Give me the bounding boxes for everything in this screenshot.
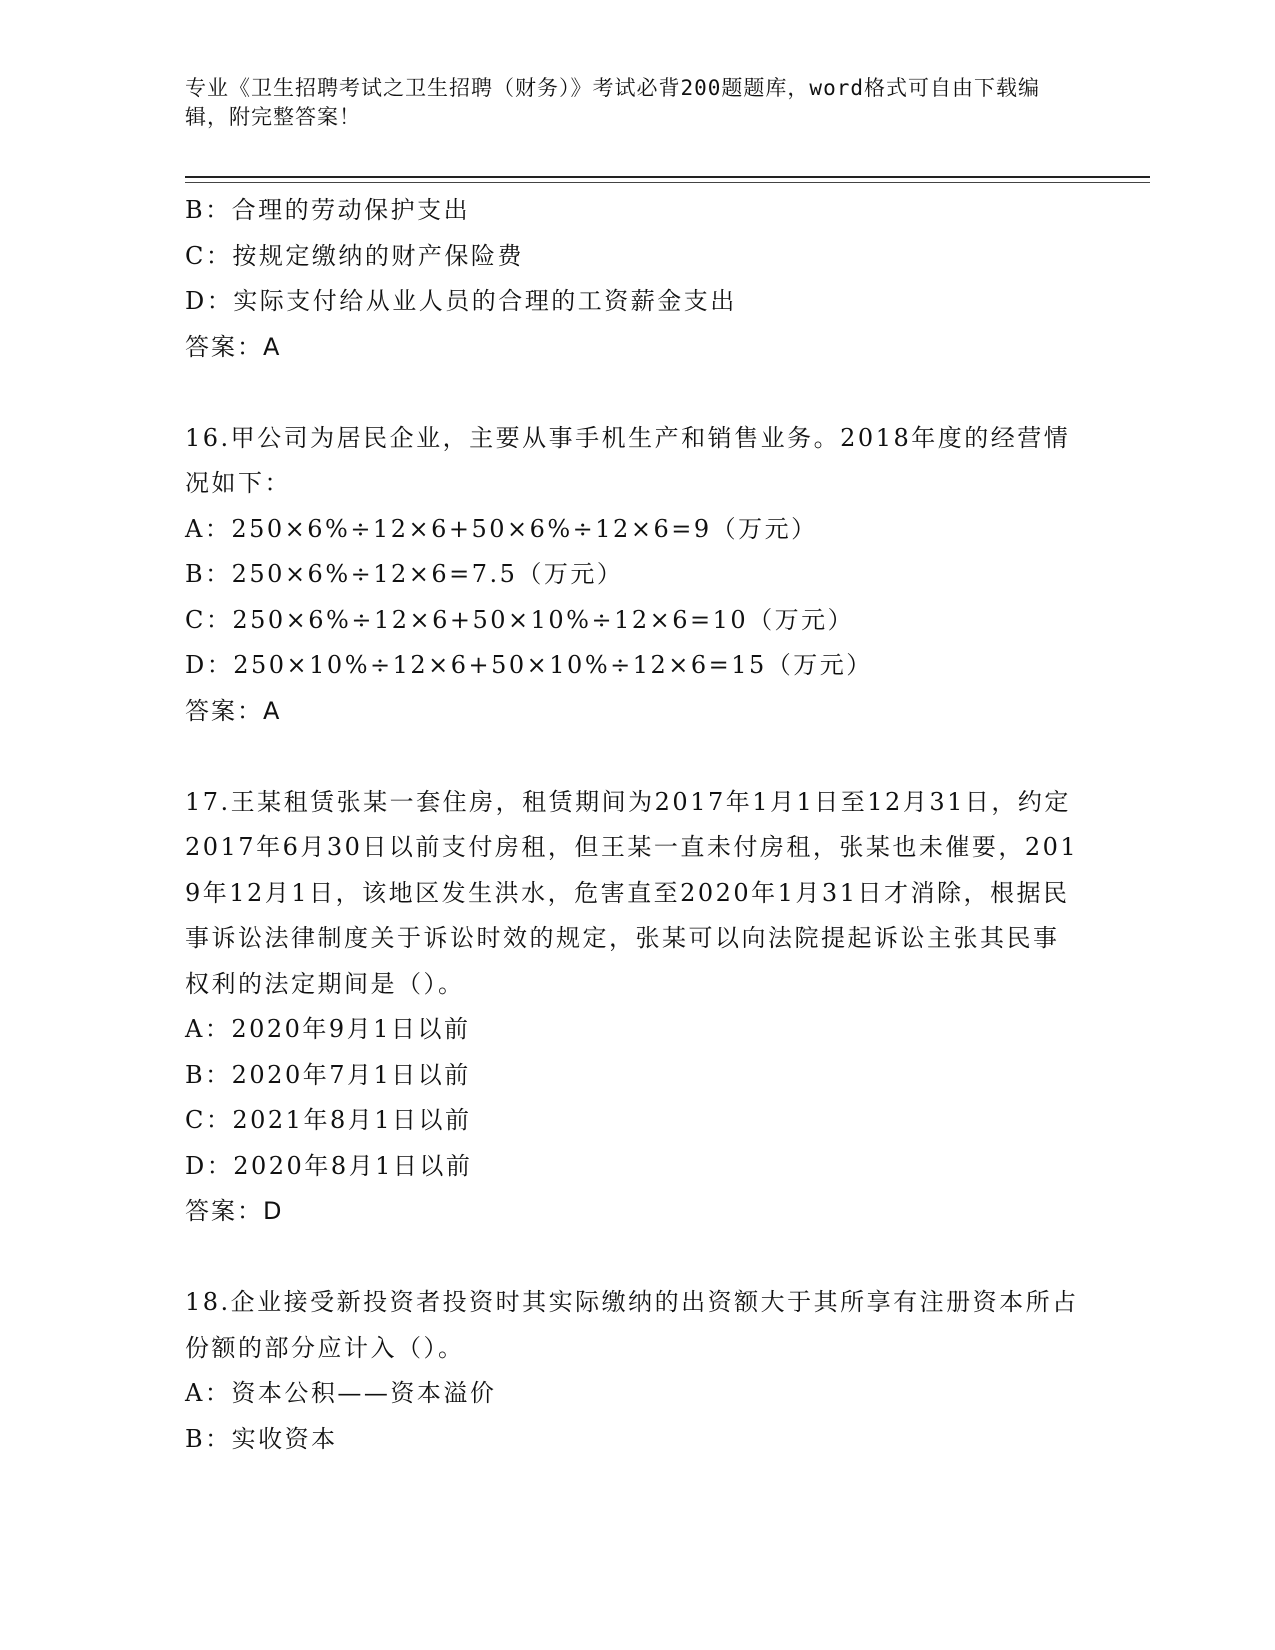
question-18-options — [185, 1371, 1085, 1462]
question-17-answer: 答案：D — [185, 1197, 284, 1225]
option-d: D：2020年8月1日以前 — [185, 1151, 473, 1180]
question-18-stem: 18.企业接受新投资者投资时其实际缴纳的出资额大于其所享有注册资本所占份额的部分应计入（）。 — [185, 1288, 1079, 1362]
option-c: C：按规定缴纳的财产保险费 — [185, 241, 524, 270]
option-c: C：250×6%÷12×6+50×10%÷12×6=10（万元） — [185, 605, 855, 634]
question-content — [185, 188, 1085, 1462]
option-d: D：实际支付给从业人员的合理的工资薪金支出 — [185, 287, 737, 315]
option-b: B：250×6%÷12×6=7.5（万元） — [185, 560, 624, 588]
question-15-answer: 答案：A — [185, 332, 282, 361]
option-a: A：250×6%÷12×6+50×6%÷12×6=9（万元） — [185, 514, 818, 543]
option-d: D：250×10%÷12×6+50×10%÷12×6=15（万元） — [185, 651, 873, 679]
document-header-title: 专业《卫生招聘考试之卫生招聘（财务）》考试必背200题题库，word格式可自由下载编辑，附完整答案！ — [185, 76, 1040, 129]
header-divider-thick — [185, 176, 1150, 178]
question-16-answer: 答案：A — [185, 696, 282, 725]
option-b: B：合理的劳动保护支出 — [185, 196, 471, 224]
spacer — [185, 1235, 1085, 1281]
option-c: C：2021年8月1日以前 — [185, 1106, 472, 1134]
spacer — [185, 734, 1085, 780]
question-16-options — [185, 507, 1085, 689]
option-a: A：资本公积——资本溢价 — [185, 1379, 497, 1407]
question-16-stem: 16.甲公司为居民企业，主要从事手机生产和销售业务。2018年度的经营情况如下： — [185, 423, 1071, 497]
question-17-options — [185, 1007, 1085, 1189]
option-b: B：实收资本 — [185, 1424, 338, 1453]
option-b: B：2020年7月1日以前 — [185, 1060, 471, 1089]
question-17-stem: 17.王某租赁张某一套住房，租赁期间为2017年1月1日至12月31日，约定2017年6月30日以前支付房租，但王某一直未付房租，张某也未催要，2019年12月1日，该地区发生洪水，危害直至2020年1月31日才消除，根据民事诉讼法律制度关于诉讼时效的规定，张某可以向法院提起诉讼主张其民事权利的法定期间是（）。 — [185, 787, 1079, 998]
spacer — [185, 370, 1085, 416]
header-divider-thin — [185, 182, 1150, 183]
option-a: A：2020年9月1日以前 — [185, 1015, 471, 1043]
question-15-options — [185, 188, 1085, 325]
